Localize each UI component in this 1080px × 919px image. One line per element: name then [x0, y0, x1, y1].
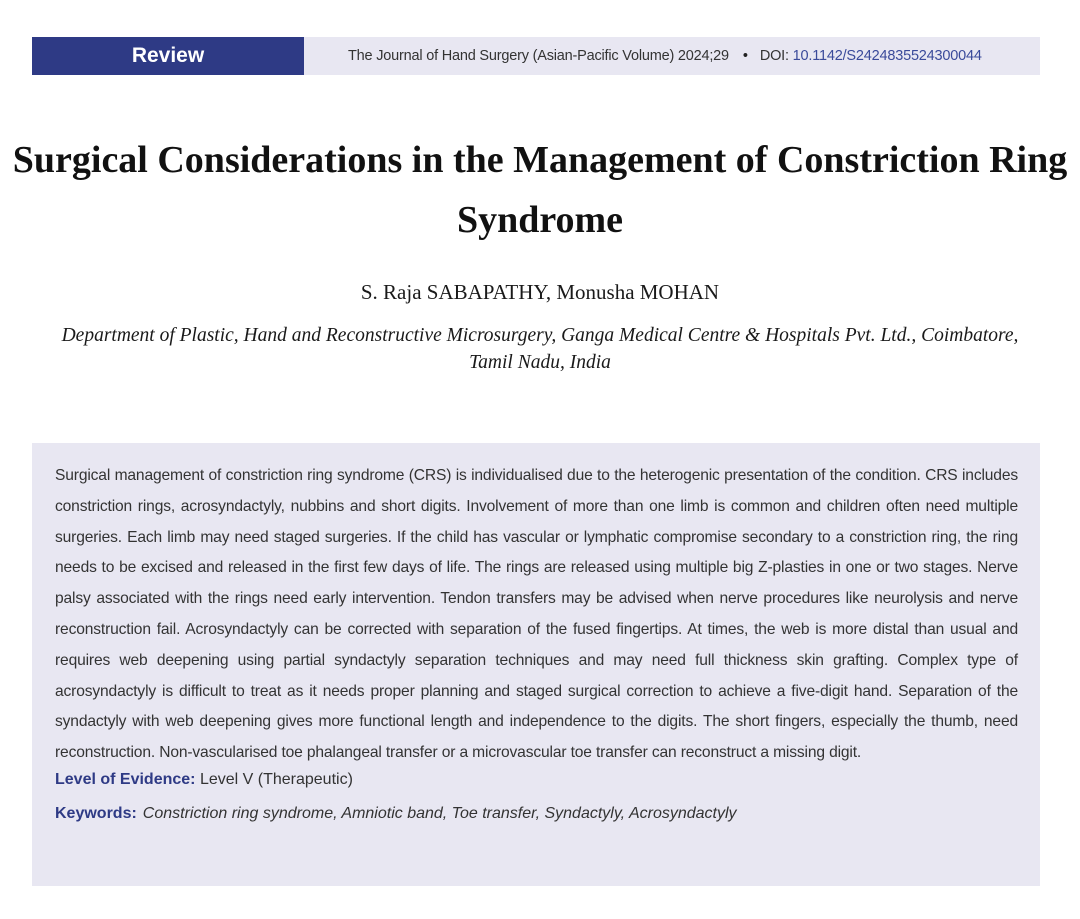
- doi-label: DOI:: [759, 48, 793, 64]
- keywords-value: Constriction ring syndrome, Amniotic band, Toe transfer, Syndactyly, Acrosyndactyly: [142, 804, 737, 822]
- doi-link[interactable]: 10.1142/S2424835524300044: [792, 48, 982, 64]
- evidence-value: Level V (Therapeutic): [195, 770, 353, 788]
- journal-header-bar: [32, 37, 1040, 75]
- keywords-label: Keywords:: [55, 804, 137, 822]
- separator-bullet: •: [742, 48, 748, 64]
- abstract-text: Surgical management of constriction ring syndrome (CRS) is individualised due to the heterogenic presentation of the condition. CRS includes constriction rings, acrosyndactyly, nubbins and short digits. Involvement of more than one limb is common and children often need multiple surgeries. Each limb may need staged surgeries. If the child has vascular or lymphatic compromise secondary to a constriction ring, the ring needs to be excised and released in the first few days of life. The rings are released using multiple big Z-plasties in one or two stages. Nerve palsy associated with the rings need early intervention. Tendon transfers may be advised when nerve procedures like neurolysis and nerve reconstruction fail. Acrosyndactyly can be corrected with separation of the fused fingertips. At times, the web is more distal than usual and requires web deepening using partial syndactyly separation techniques and may need full thickness skin grafting. Complex type of acrosyndactyly is difficult to treat as it needs proper planning and staged surgical correction to achieve a five-digit hand. Separation of the syndactyly with web deepening gives more functional length and independence to the digits. The short fingers, especially the thumb, need reconstruction. Non-vascularised toe phalangeal transfer or a microvascular toe transfer can reconstruct a missing digit.: [55, 467, 1018, 762]
- journal-citation: [348, 48, 982, 64]
- author-affiliation: Department of Plastic, Hand and Reconstructive Microsurgery, Ganga Medical Centre & Hospitals Pvt. Ltd., Coimbatore, Tamil Nadu, India: [61, 325, 1019, 373]
- article-type-tag: Review: [32, 37, 304, 75]
- journal-name: The Journal of Hand Surgery (Asian-Pacific Volume) 2024;29: [348, 48, 729, 64]
- author-list: S. Raja SABAPATHY, Monusha MOHAN: [360, 280, 720, 304]
- abstract-box: [32, 443, 1040, 886]
- evidence-label: Level of Evidence:: [55, 770, 196, 788]
- keywords: [55, 805, 1018, 823]
- level-of-evidence: [55, 771, 1018, 789]
- article-title: Surgical Considerations in the Management of Constriction Ring Syndrome: [12, 139, 1068, 241]
